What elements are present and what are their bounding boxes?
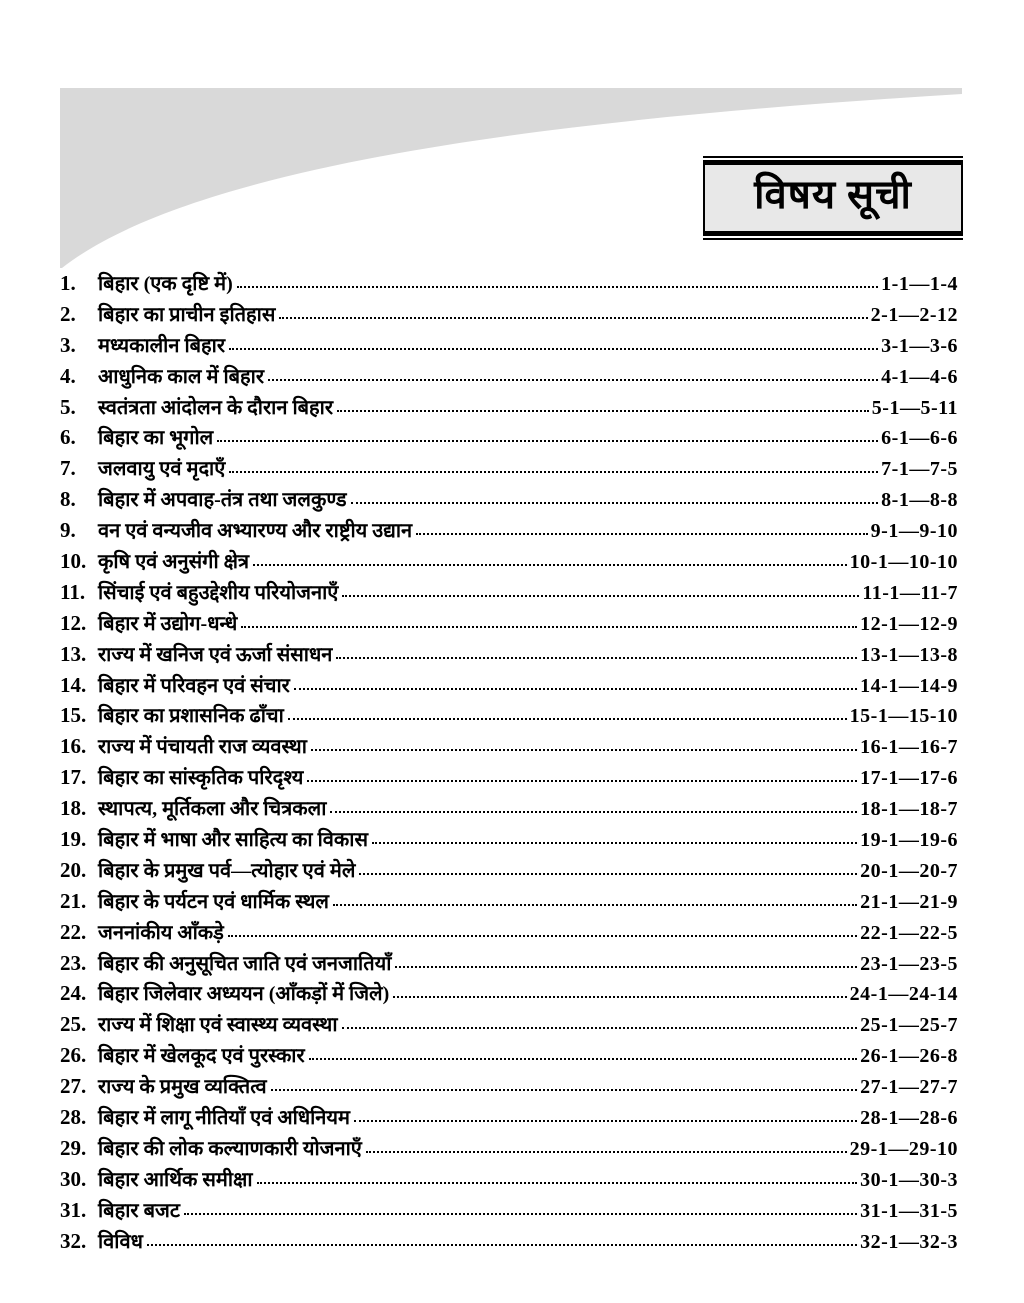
page-title-box [703, 156, 963, 240]
toc-row [60, 762, 958, 793]
toc-entry-title: बिहार जिलेवार अध्ययन (आँकड़ों में जिले) [98, 983, 390, 1006]
toc-entry-number: 1. [60, 271, 76, 295]
toc-row [60, 484, 958, 515]
toc-entry-pages: 22-1—22-5 [860, 921, 958, 944]
toc-row [60, 1102, 958, 1133]
toc-row [60, 700, 958, 731]
toc-leader-dots [257, 1182, 858, 1184]
toc-entry-title: बिहार में खेलकूद एवं पुरस्कार [98, 1045, 305, 1068]
toc-entry-title: बिहार का सांस्कृतिक परिदृश्य [98, 767, 304, 790]
toc-entry-title: बिहार में लागू नीतियाँ एवं अधिनियम [98, 1107, 350, 1130]
toc-entry-title: राज्य के प्रमुख व्यक्तित्व [98, 1076, 267, 1099]
toc-leader-dots [359, 873, 857, 875]
toc-list [60, 268, 958, 1257]
toc-leader-dots [333, 904, 857, 906]
toc-entry-pages: 30-1—30-3 [860, 1168, 958, 1191]
toc-row [60, 1164, 958, 1195]
toc-entry-title: बिहार में अपवाह-तंत्र तथा जलकुण्ड [98, 489, 347, 512]
toc-entry-number: 20. [60, 857, 87, 882]
toc-row [60, 1071, 958, 1102]
toc-entry-pages: 3-1—3-6 [881, 334, 958, 357]
toc-leader-dots [307, 780, 857, 782]
toc-entry-title: बिहार में उद्योग-धन्धे [98, 612, 238, 635]
toc-entry-number: 9. [60, 518, 76, 543]
swoosh-shape [0, 0, 1024, 300]
toc-row [60, 299, 958, 330]
toc-leader-dots [354, 1120, 857, 1122]
toc-entry-number: 16. [60, 734, 87, 759]
toc-leader-dots [395, 966, 857, 968]
toc-entry-pages: 21-1—21-9 [860, 890, 958, 913]
toc-row [60, 670, 958, 701]
toc-leader-dots [229, 348, 878, 350]
toc-entry-title: कृषि एवं अनुसंगी क्षेत्र [98, 551, 249, 574]
toc-entry-title: जलवायु एवं मृदाएँ [98, 458, 226, 481]
toc-entry-title: विविध [98, 1230, 143, 1253]
toc-leader-dots [288, 718, 847, 720]
toc-entry-number: 14. [60, 672, 87, 697]
toc-entry-pages: 24-1—24-14 [849, 983, 958, 1006]
toc-row [60, 577, 958, 608]
toc-entry-title: राज्य में शिक्षा एवं स्वास्थ्य व्यवस्था [98, 1014, 338, 1037]
toc-row [60, 546, 958, 577]
toc-entry-number: 13. [60, 641, 87, 666]
toc-row [60, 392, 958, 423]
toc-entry-number: 12. [60, 610, 87, 635]
toc-entry-number: 6. [60, 425, 76, 450]
toc-entry-number: 22. [60, 919, 87, 944]
toc-leader-dots [279, 317, 867, 319]
toc-row [60, 422, 958, 453]
toc-entry-pages: 12-1—12-9 [860, 612, 958, 635]
toc-entry-pages: 29-1—29-10 [849, 1137, 958, 1160]
toc-entry-pages: 31-1—31-5 [860, 1199, 958, 1222]
toc-entry-title: राज्य में खनिज एवं ऊर्जा संसाधन [98, 643, 333, 666]
toc-entry-title: स्वतंत्रता आंदोलन के दौरान बिहार [98, 396, 334, 419]
toc-leader-dots [372, 842, 857, 844]
toc-leader-dots [184, 1213, 857, 1215]
toc-entry-number: 3. [60, 332, 76, 357]
toc-entry-pages: 6-1—6-6 [881, 427, 958, 450]
toc-leader-dots [311, 749, 857, 751]
toc-row [60, 855, 958, 886]
toc-row [60, 639, 958, 670]
toc-entry-title: बिहार में भाषा और साहित्य का विकास [98, 829, 368, 852]
toc-entry-title: बिहार की अनुसूचित जाति एवं जनजातियाँ [98, 952, 392, 975]
toc-entry-number: 25. [60, 1012, 87, 1037]
toc-entry-pages: 15-1—15-10 [849, 705, 958, 728]
toc-entry-title: बिहार बजट [98, 1199, 180, 1222]
toc-entry-number: 4. [60, 363, 76, 388]
toc-entry-title: बिहार के पर्यटन एवं धार्मिक स्थल [98, 890, 329, 913]
toc-entry-number: 29. [60, 1135, 87, 1160]
toc-entry-number: 10. [60, 549, 87, 574]
toc-entry-number: 17. [60, 765, 87, 790]
toc-entry-pages: 23-1—23-5 [860, 952, 958, 975]
toc-entry-pages: 17-1—17-6 [860, 767, 958, 790]
header-swoosh [0, 0, 1024, 300]
toc-entry-number: 8. [60, 487, 76, 512]
toc-entry-pages: 26-1—26-8 [860, 1045, 958, 1068]
toc-entry-number: 18. [60, 796, 87, 821]
toc-entry-title: आधुनिक काल में बिहार [98, 365, 265, 388]
toc-entry-pages: 27-1—27-7 [860, 1076, 958, 1099]
toc-leader-dots [342, 1027, 858, 1029]
toc-entry-number: 23. [60, 950, 87, 975]
toc-entry-number: 32. [60, 1228, 87, 1253]
toc-entry-title: स्थापत्य, मूर्तिकला और चित्रकला [98, 798, 327, 821]
toc-row [60, 1195, 958, 1226]
toc-entry-pages: 13-1—13-8 [860, 643, 958, 666]
toc-entry-number: 27. [60, 1074, 87, 1099]
toc-entry-pages: 19-1—19-6 [860, 829, 958, 852]
toc-row [60, 824, 958, 855]
toc-leader-dots [217, 440, 878, 442]
toc-leader-dots [342, 595, 859, 597]
toc-row [60, 453, 958, 484]
toc-row [60, 978, 958, 1009]
toc-leader-dots [337, 410, 869, 412]
toc-leader-dots [393, 996, 846, 998]
toc-entry-number: 28. [60, 1105, 87, 1130]
toc-entry-title: बिहार का प्रशासनिक ढाँचा [98, 705, 284, 728]
toc-entry-number: 19. [60, 827, 87, 852]
toc-entry-pages: 5-1—5-11 [871, 396, 958, 419]
toc-row [60, 1133, 958, 1164]
toc-row [60, 330, 958, 361]
toc-entry-pages: 20-1—20-7 [860, 859, 958, 882]
toc-row [60, 608, 958, 639]
toc-row [60, 793, 958, 824]
toc-entry-title: जननांकीय आँकड़े [98, 921, 224, 944]
toc-entry-pages: 11-1—11-7 [862, 581, 958, 604]
toc-row [60, 1226, 958, 1257]
toc-leader-dots [330, 811, 857, 813]
toc-entry-pages: 18-1—18-7 [860, 798, 958, 821]
toc-entry-pages: 16-1—16-7 [860, 736, 958, 759]
toc-entry-number: 26. [60, 1043, 87, 1068]
toc-leader-dots [416, 533, 868, 535]
toc-entry-title: बिहार में परिवहन एवं संचार [98, 674, 290, 697]
toc-entry-pages: 25-1—25-7 [860, 1014, 958, 1037]
toc-row [60, 1040, 958, 1071]
toc-entry-pages: 4-1—4-6 [881, 365, 958, 388]
toc-entry-pages: 9-1—9-10 [870, 520, 958, 543]
toc-row [60, 917, 958, 948]
page-title-box-inner-border [703, 160, 963, 236]
toc-row [60, 515, 958, 546]
toc-entry-number: 7. [60, 456, 76, 481]
toc-entry-pages: 8-1—8-8 [881, 489, 958, 512]
toc-entry-title: बिहार (एक दृष्टि में) [98, 273, 233, 295]
toc-entry-number: 24. [60, 981, 87, 1006]
toc-leader-dots [351, 502, 879, 504]
toc-leader-dots [268, 379, 878, 381]
toc-entry-number: 5. [60, 394, 76, 419]
toc-leader-dots [294, 688, 857, 690]
toc-entry-title: राज्य में पंचायती राज व्यवस्था [98, 736, 307, 759]
toc-row [60, 1009, 958, 1040]
toc-entry-pages: 10-1—10-10 [849, 551, 958, 574]
toc-entry-pages: 7-1—7-5 [881, 458, 958, 481]
toc-row [60, 268, 958, 299]
toc-entry-pages: 32-1—32-3 [860, 1230, 958, 1253]
toc-entry-pages: 1-1—1-4 [881, 273, 958, 295]
toc-entry-title: मध्यकालीन बिहार [98, 334, 226, 357]
toc-entry-title: बिहार के प्रमुख पर्व—त्योहार एवं मेले [98, 859, 356, 882]
toc-leader-dots [228, 935, 857, 937]
toc-entry-title: बिहार की लोक कल्याणकारी योजनाएँ [98, 1137, 362, 1160]
toc-row [60, 361, 958, 392]
toc-row [60, 948, 958, 979]
toc-leader-dots [366, 1151, 847, 1153]
toc-row [60, 731, 958, 762]
toc-leader-dots [271, 1089, 858, 1091]
toc-leader-dots [237, 286, 878, 288]
toc-entry-pages: 2-1—2-12 [870, 303, 958, 326]
toc-entry-pages: 14-1—14-9 [860, 674, 958, 697]
toc-leader-dots [253, 564, 847, 566]
toc-entry-title: सिंचाई एवं बहुउद्देशीय परियोजनाएँ [98, 581, 339, 604]
toc-entry-pages: 28-1—28-6 [860, 1107, 958, 1130]
toc-leader-dots [309, 1058, 858, 1060]
toc-entry-title: बिहार का भूगोल [98, 427, 214, 450]
toc-entry-number: 11. [60, 579, 86, 604]
toc-entry-number: 30. [60, 1166, 87, 1191]
toc-leader-dots [336, 657, 857, 659]
toc-entry-title: वन एवं वन्यजीव अभ्यारण्य और राष्ट्रीय उद्यान [98, 520, 413, 543]
toc-leader-dots [147, 1244, 857, 1246]
toc-entry-title: बिहार का प्राचीन इतिहास [98, 303, 276, 326]
toc-row [60, 886, 958, 917]
toc-entry-number: 2. [60, 301, 76, 326]
toc-entry-title: बिहार आर्थिक समीक्षा [98, 1168, 253, 1191]
page-title: विषय सूची [703, 165, 963, 231]
toc-entry-number: 15. [60, 703, 87, 728]
toc-entry-number: 21. [60, 888, 87, 913]
toc-entry-number: 31. [60, 1197, 87, 1222]
toc-leader-dots [241, 626, 857, 628]
toc-leader-dots [229, 471, 878, 473]
